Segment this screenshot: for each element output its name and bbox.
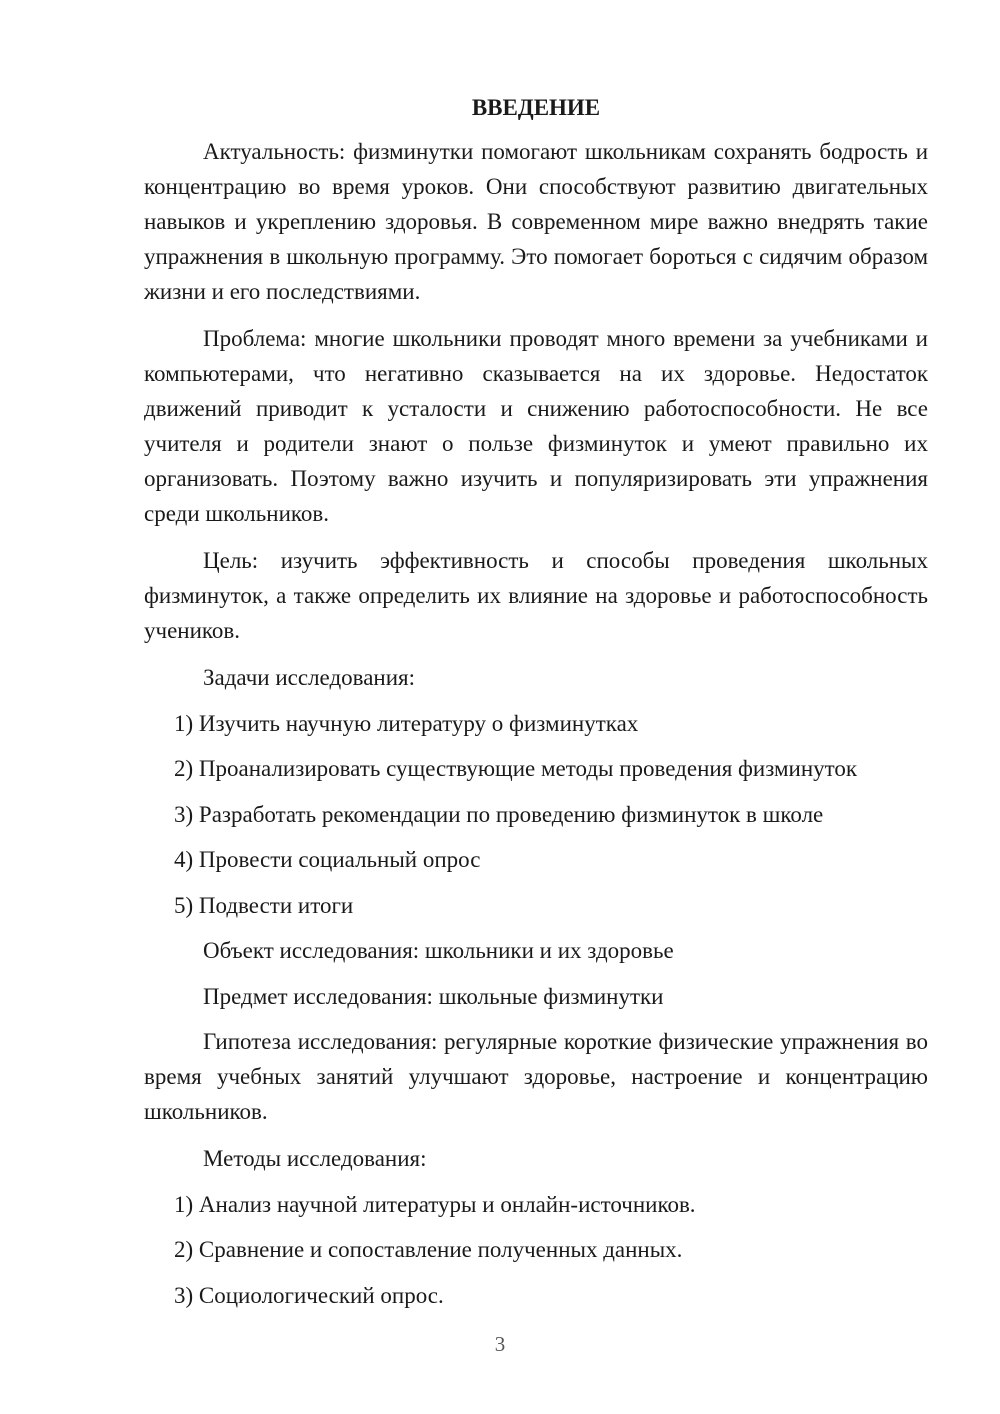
goal-paragraph: Цель: изучить эффективность и способы проведения школьных физминуток, а также определить их влияние на здоровье и работоспособность учеников.	[144, 548, 928, 643]
task-item: 4) Провести социальный опрос	[174, 847, 481, 872]
method-item: 2) Сравнение и сопоставление полученных данных.	[174, 1237, 683, 1262]
tasks-heading: Задачи исследования:	[203, 665, 416, 690]
problem-paragraph: Проблема: многие школьники проводят много времени за учебниками и компьютерами, что негативно сказывается на их здоровье. Недостаток движений приводит к усталости и снижению работоспособности. Не все учителя и родители знают о пользе физминуток и умеют правильно их организовать. Поэтому важно изучить и популяризировать эти упражнения среди школьников.	[144, 326, 928, 526]
method-item: 1) Анализ научной литературы и онлайн-источников.	[174, 1191, 696, 1217]
research-object: Объект исследования: школьники и их здоровье	[203, 938, 674, 963]
page-number: 3	[494, 1332, 506, 1356]
document-page	[144, 90, 928, 1323]
document-title: ВВЕДЕНИЕ	[471, 95, 601, 120]
task-item: 3) Разработать рекомендации по проведению физминуток в школе	[174, 801, 824, 827]
method-item: 3) Социологический опрос.	[174, 1282, 444, 1308]
hypothesis-paragraph: Гипотеза исследования: регулярные короткие физические упражнения во время учебных занятий улучшают здоровье, настроение и концентрацию школьников.	[144, 1029, 928, 1124]
relevance-paragraph: Актуальность: физминутки помогают школьникам сохранять бодрость и концентрацию во время уроков. Они способствуют развитию двигательных навыков и укреплению здоровья. В современном мире важно внедрять такие упражнения в школьную программу. Это помогает бороться с сидячим образом жизни и его последствиями.	[144, 139, 928, 304]
task-item: 1) Изучить научную литературу о физминутках	[174, 710, 639, 736]
task-item: 2) Проанализировать существующие методы проведения физминуток	[174, 756, 858, 781]
methods-heading: Методы исследования:	[203, 1146, 427, 1171]
task-item: 5) Подвести итоги	[174, 892, 354, 918]
research-subject: Предмет исследования: школьные физминутки	[203, 983, 664, 1009]
